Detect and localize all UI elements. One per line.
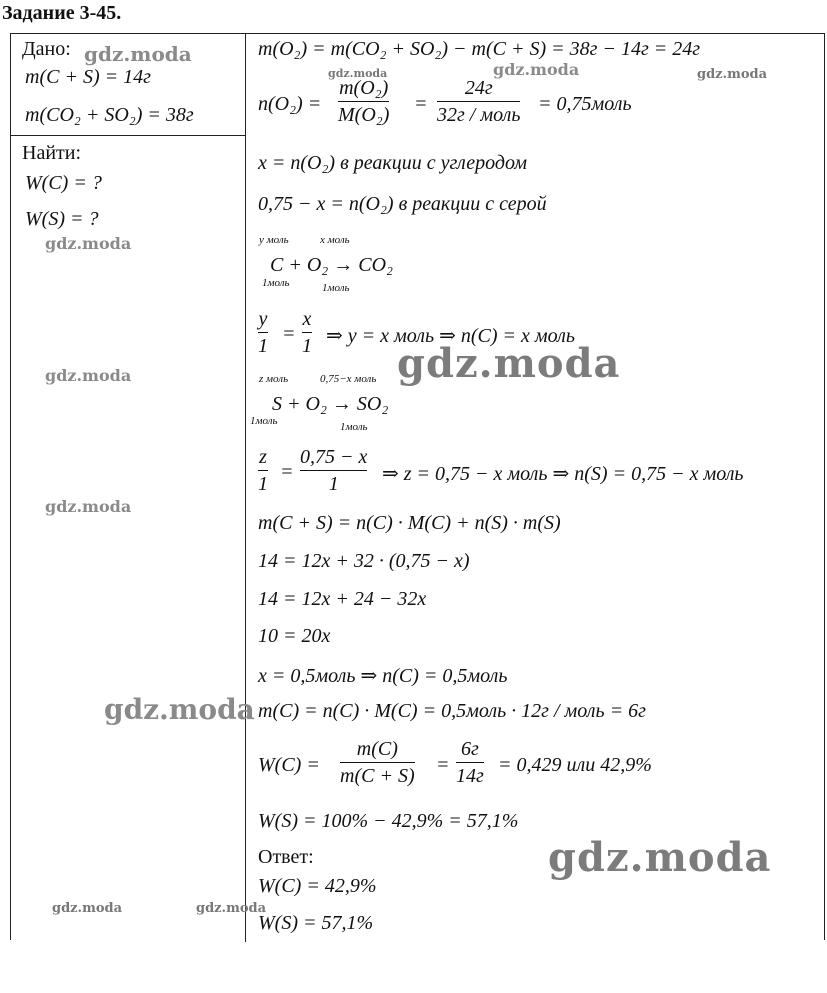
fraction-numerator: m(O₂) [339,77,389,99]
wc-result: = 0,429 или 42,9% [498,754,652,776]
answer-line-2: W(S) = 57,1% [258,912,374,934]
watermark: gdz.moda [697,67,768,82]
watermark: gdz.moda [397,340,621,387]
solution-n-o2-result: = 0,75моль [538,93,632,115]
equals-sign: = [280,461,294,483]
fraction-24-over-32 [437,77,520,126]
watermark: gdz.moda [52,901,123,916]
reaction1-top-y: у моль [259,234,289,246]
watermark: gdz.moda [548,834,772,881]
table-divider [245,33,246,942]
fraction-denominator: M(O₂) [338,104,390,126]
solution-mass-equation: m(C + S) = n(C) · M(C) + n(S) · m(S) [258,512,561,534]
fraction-denominator: 1 [328,473,339,495]
fraction-numerator: 24г [464,77,493,99]
proportion1-result: ⇒ у = x моль ⇒ n(C) = x моль [326,325,575,347]
watermark: gdz.moda [84,42,192,66]
solution-x-result: x = 0,5моль ⇒ n(C) = 0,5моль [258,665,508,687]
given-line-2: m(CO₂ + SO₂) = 38г [25,104,194,126]
reaction2-top-x: 0,75−х моль [320,373,377,385]
find-label: Найти: [22,142,82,164]
watermark: gdz.moda [493,60,580,79]
fraction-denominator: 32г / моль [437,104,521,126]
reaction2-top-z: z моль [259,373,289,385]
fraction-denominator: 1 [258,335,268,357]
reaction1-bottom-2: 1моль [322,282,350,294]
wc-lhs: W(C) = [258,754,320,776]
reaction1-top-x: х моль [320,234,350,246]
fraction-numerator: 0,75 − x [300,446,368,468]
solution-equation-2: 14 = 12x + 24 − 32x [258,588,427,610]
equals-sign: = [282,323,296,345]
given-find-separator [10,135,246,136]
equals-sign: = [436,754,450,776]
fraction-denominator: 1 [302,335,312,357]
watermark: gdz.moda [196,901,267,916]
solution-line-mass-o2: m(O₂) = m(CO₂ + SO₂) − m(C + S) = 38г − 14г = 24г [258,38,701,60]
given-label: Дано: [22,38,71,60]
solution-equation-1: 14 = 12x + 32 · (0,75 − x) [258,550,470,572]
fraction-numerator: 6г [461,738,479,760]
reaction1-bottom-1: 1моль [262,277,290,289]
equals-sign: = [414,93,428,115]
reaction2-equation: S + O₂ → SO₂ [272,393,389,415]
reaction2-bottom-1: 1моль [250,415,278,427]
fraction-m-over-M [338,77,389,126]
proportion2-result: ⇒ z = 0,75 − x моль ⇒ n(S) = 0,75 − x моль [382,463,744,485]
watermark: gdz.moda [104,693,255,726]
fraction-x-over-1 [302,308,312,357]
answer-label: Ответ: [258,846,314,868]
fraction-denominator: 14г [456,765,484,787]
fraction-numerator: у [258,308,268,330]
answer-line-1: W(C) = 42,9% [258,875,377,897]
find-line-2: W(S) = ? [25,208,99,230]
fraction-numerator: m(C) [356,738,398,760]
fraction-mc-over-mcs [340,738,415,787]
solution-n-o2-lhs: n(O₂) = [258,93,322,115]
given-line-1: m(C + S) = 14г [25,66,151,88]
fraction-y-over-1 [258,308,268,357]
watermark: gdz.moda [45,366,132,385]
ws-result: W(S) = 100% − 42,9% = 57,1% [258,810,519,832]
solution-mass-carbon: m(C) = n(C) · M(C) = 0,5моль · 12г / моль = 6г [258,700,646,722]
watermark: gdz.moda [45,497,132,516]
reaction2-bottom-2: 1моль [340,421,368,433]
solution-equation-3: 10 = 20x [258,625,331,647]
fraction-z-over-1 [258,446,268,495]
solution-line-x-def: x = n(O₂) в реакции с углеродом [258,152,527,174]
find-line-1: W(C) = ? [25,172,102,194]
fraction-numerator: x [302,308,312,330]
fraction-denominator: 1 [258,473,268,495]
reaction1-equation: C + O₂ → CO₂ [270,254,393,276]
fraction-numerator: z [259,446,267,468]
fraction-6-over-14 [456,738,484,787]
fraction-denominator: m(C + S) [340,765,415,787]
solution-line-075-x-def: 0,75 − x = n(O₂) в реакции с серой [258,193,547,215]
watermark: gdz.moda [328,67,388,80]
task-title: Задание 3-45. [2,2,122,24]
watermark: gdz.moda [45,234,132,253]
fraction-075-x-over-1 [300,446,367,495]
